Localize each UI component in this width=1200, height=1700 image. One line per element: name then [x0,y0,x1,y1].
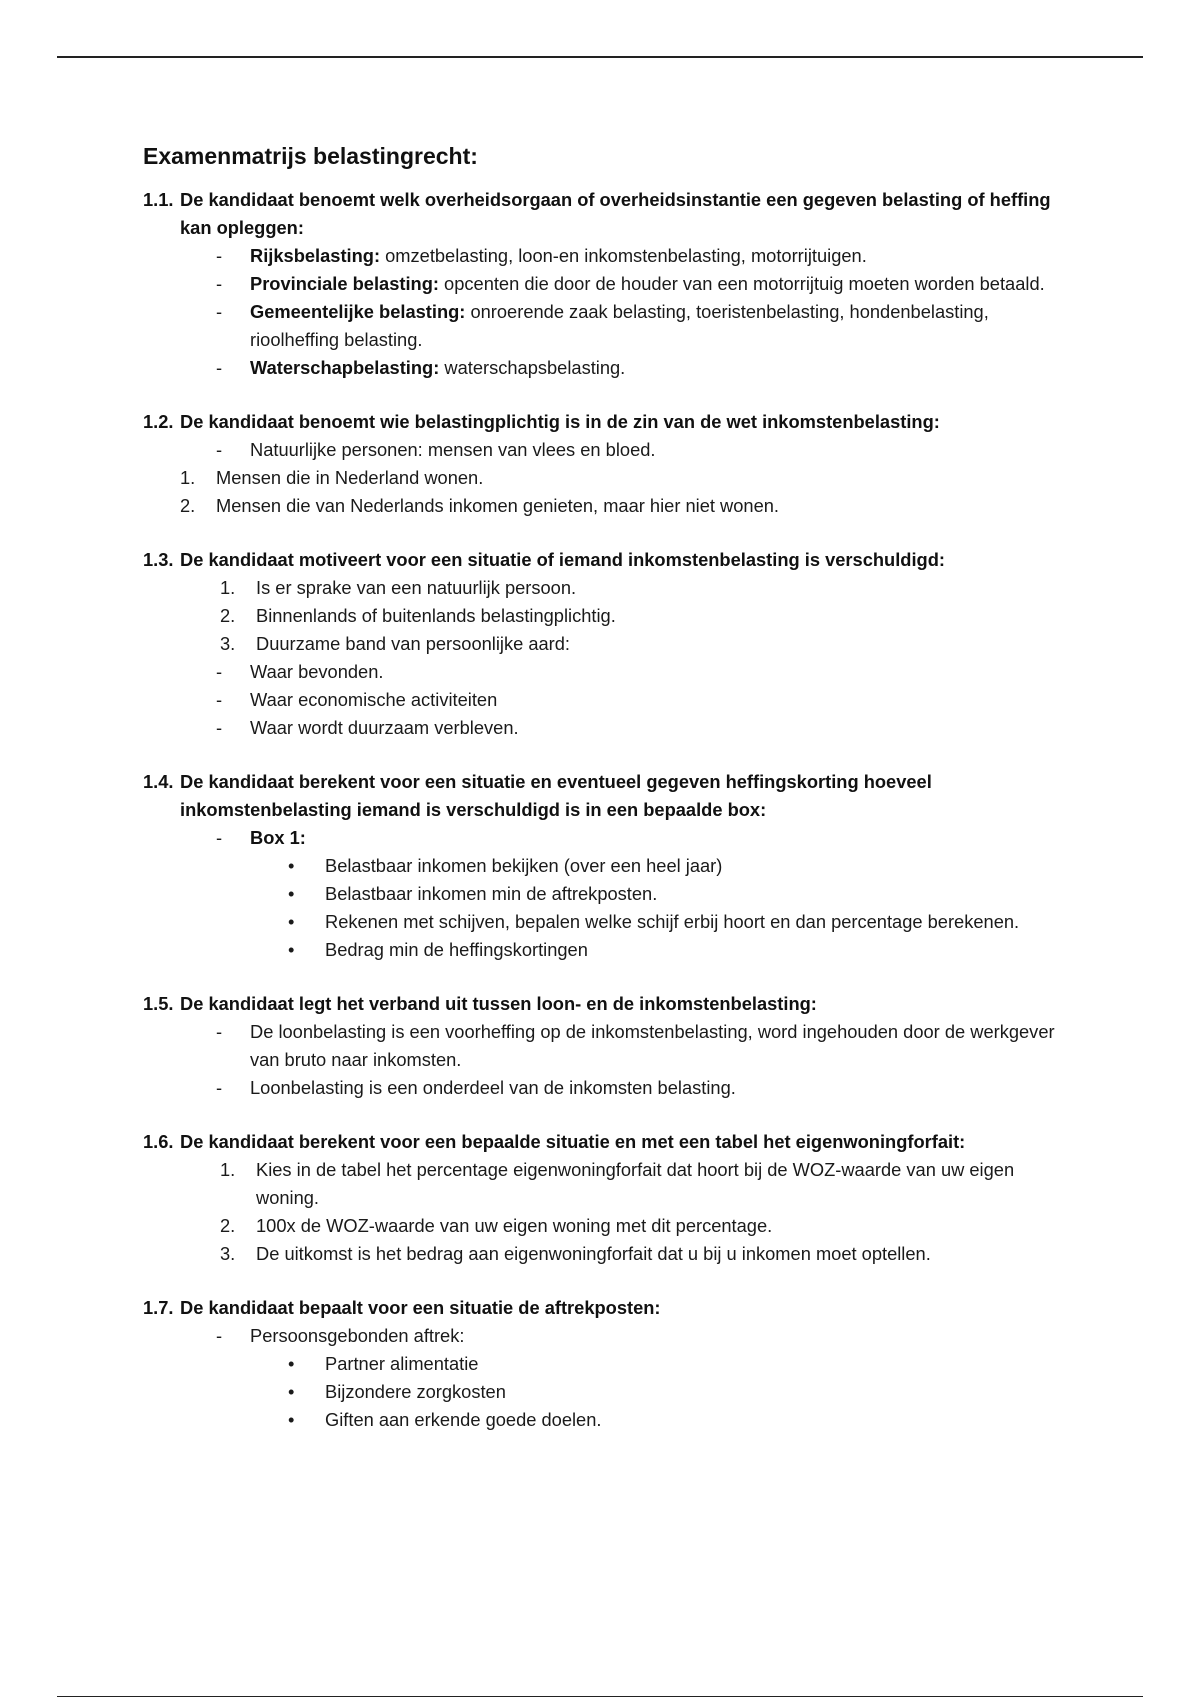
item-text: Rijksbelasting: omzetbelasting, loon-en inkomstenbelasting, motorrijtuigen. [250,245,867,266]
section-heading-text: De kandidaat benoemt wie belastingplichtig is in de zin van de wet inkomstenbelasting: [180,411,940,432]
section-1-5 [143,990,1063,1102]
item-text: Waar wordt duurzaam verbleven. [250,717,519,738]
dash-marker: - [216,1325,223,1346]
dash-marker: - [216,661,223,682]
item-text [250,824,1063,852]
section-1-4 [143,768,1063,964]
item-label: Rijksbelasting: [250,245,381,266]
item-text: Natuurlijke personen: mensen van vlees en bloed. [250,439,656,460]
section-number: 1.7. [143,1297,174,1318]
dash-marker: - [216,689,223,710]
dash-item [143,436,1063,464]
dash-item [143,658,1063,686]
top-rule [57,56,1143,58]
dash-marker: - [216,245,223,266]
item-text: Belastbaar inkomen min de aftrekposten. [325,883,658,904]
item-label: Provinciale belasting: [250,273,439,294]
item-text: Partner alimentatie [325,1353,479,1374]
item-text: Is er sprake van een natuurlijk persoon. [256,577,577,598]
section-number: 1.1. [143,189,174,210]
item-text: 100x de WOZ-waarde van uw eigen woning met dit percentage. [256,1215,773,1236]
bullet-item [143,880,1063,908]
section-heading [143,768,1063,824]
section-heading [143,186,1063,242]
list-number: 2. [220,1215,236,1236]
numbered-item [143,464,1063,492]
list-number: 3. [220,1243,236,1264]
section-1-3 [143,546,1063,742]
item-text: Loonbelasting is een onderdeel van de inkomsten belasting. [250,1077,736,1098]
bullet-item [143,908,1063,936]
section-heading [143,408,1063,436]
item-text: Bijzondere zorgkosten [325,1381,506,1402]
bullet-item [143,1406,1063,1434]
section-heading-text: De kandidaat motiveert voor een situatie of iemand inkomstenbelasting is verschuldigd: [180,549,945,570]
numbered-item [143,602,1063,630]
section-heading-text: De kandidaat bepaalt voor een situatie de aftrekposten: [180,1297,661,1318]
dash-item [143,824,1063,852]
document-title: Examenmatrijs belastingrecht: [143,143,478,169]
item-text: Bedrag min de heffingskortingen [325,939,588,960]
bottom-rule [57,1696,1143,1697]
item-text: Waterschapbelasting: waterschapsbelasting. [250,357,626,378]
item-text: Waar economische activiteiten [250,689,498,710]
section-number: 1.5. [143,993,174,1014]
section-number: 1.2. [143,411,174,432]
dash-item [143,354,1063,382]
dash-item [143,298,1063,354]
item-label: Box 1: [250,827,306,848]
list-number: 2. [180,495,196,516]
section-heading-text: De kandidaat berekent voor een bepaalde situatie en met een tabel het eigenwoningforfait: [180,1131,966,1152]
item-text: Gemeentelijke belasting: onroerende zaak belasting, toeristenbelasting, hondenbelasting, rioolheffing belasting. [250,301,989,350]
section-1-6 [143,1128,1063,1268]
section-1-7 [143,1294,1063,1434]
item-text: Waar bevonden. [250,661,384,682]
dash-marker: - [216,1021,223,1042]
item-text: Giften aan erkende goede doelen. [325,1409,602,1430]
dash-item [143,242,1063,270]
dash-marker: - [216,273,223,294]
bullet-icon: • [288,911,295,932]
dash-item [143,714,1063,742]
list-number: 1. [180,467,196,488]
dash-marker: - [216,1077,223,1098]
item-text: Mensen die in Nederland wonen. [216,467,484,488]
numbered-item [143,1212,1063,1240]
item-text: Rekenen met schijven, bepalen welke schijf erbij hoort en dan percentage berekenen. [325,911,1020,932]
item-text: De loonbelasting is een voorheffing op de inkomstenbelasting, word ingehouden door de werkgever van bruto naar inkomsten. [250,1021,1055,1070]
numbered-item [143,630,1063,658]
dash-marker: - [216,439,223,460]
item-text: Belastbaar inkomen bekijken (over een heel jaar) [325,855,723,876]
list-number: 1. [220,1159,236,1180]
dash-item [143,1018,1063,1074]
bullet-item [143,852,1063,880]
list-number: 3. [220,633,236,654]
item-text: Persoonsgebonden aftrek: [250,1325,465,1346]
dash-item [143,1074,1063,1102]
sections-container [143,186,1063,1434]
bullet-icon: • [288,883,295,904]
numbered-item [143,574,1063,602]
bullet-icon: • [288,939,295,960]
dash-marker: - [216,827,223,848]
item-text: Binnenlands of buitenlands belastingplichtig. [256,605,616,626]
section-heading [143,1294,1063,1322]
item-label: Gemeentelijke belasting: [250,301,466,322]
item-label: Waterschapbelasting: [250,357,440,378]
bullet-icon: • [288,1353,295,1374]
numbered-item [143,492,1063,520]
list-number: 2. [220,605,236,626]
section-1-2 [143,408,1063,520]
list-number: 1. [220,577,236,598]
section-number: 1.6. [143,1131,174,1152]
section-heading [143,546,1063,574]
item-text: Mensen die van Nederlands inkomen genieten, maar hier niet wonen. [216,495,779,516]
bullet-item [143,936,1063,964]
dash-marker: - [216,301,223,322]
dash-marker: - [216,357,223,378]
bullet-icon: • [288,1409,295,1430]
dash-item [143,270,1063,298]
bullet-item [143,1350,1063,1378]
bullet-icon: • [288,855,295,876]
numbered-item [143,1240,1063,1268]
item-text: De uitkomst is het bedrag aan eigenwoningforfait dat u bij u inkomen moet optellen. [256,1243,931,1264]
section-heading-text: De kandidaat berekent voor een situatie en eventueel gegeven heffingskorting hoeveel inkomstenbelasting iemand is verschuldigd is in een bepaalde box: [180,771,932,820]
section-heading [143,990,1063,1018]
section-number: 1.3. [143,549,174,570]
dash-marker: - [216,717,223,738]
item-text: Duurzame band van persoonlijke aard: [256,633,571,654]
numbered-item [143,1156,1063,1212]
section-heading-text: De kandidaat legt het verband uit tussen loon- en de inkomstenbelasting: [180,993,817,1014]
dash-item [143,1322,1063,1350]
dash-item [143,686,1063,714]
document-body [143,140,1063,1460]
section-1-1 [143,186,1063,382]
item-text: Provinciale belasting: opcenten die door de houder van een motorrijtuig moeten worden betaald. [250,273,1045,294]
item-text: Kies in de tabel het percentage eigenwoningforfait dat hoort bij de WOZ-waarde van uw eigen woning. [256,1159,1015,1208]
section-number: 1.4. [143,771,174,792]
bullet-icon: • [288,1381,295,1402]
section-heading [143,1128,1063,1156]
section-heading-text: De kandidaat benoemt welk overheidsorgaan of overheidsinstantie een gegeven belasting of heffing kan opleggen: [180,189,1051,238]
bullet-item [143,1378,1063,1406]
